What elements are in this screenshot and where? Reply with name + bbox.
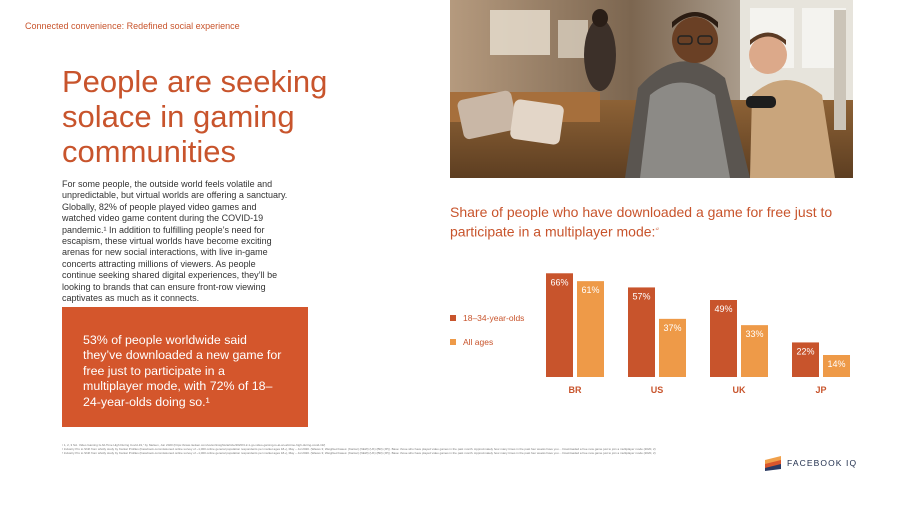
legend-label: All ages [463,337,494,347]
bar-chart [440,255,860,405]
bar-value-label: 22% [796,346,815,357]
bar-value-label: 49% [714,304,733,314]
facebook-iq-logo [765,455,857,471]
gamers-photo [450,0,853,178]
footnote: ³ Industry Pro to Shift from wholly study by Kantar Profiles (Facebook-commissioned online survey of ~1,000 online general population respondents per market ages 18+), May – Jul 2020. (Waves 3; Weighted bases: (Kantar) (NEW) (UK) (BR) (JP)). Base: those who have played video games in the past month. Approximately how many times in the past four weeks have you… Downloaded a free new game just to join a multiplayer mode (2020, 2) [62,451,656,455]
category-label: US [650,385,664,395]
bar-value-label: 37% [663,322,682,333]
logo-text: FACEBOOK IQ [787,458,858,468]
bar-value-label: 66% [550,277,569,288]
stat-callout [62,307,308,427]
category-label: UK [732,385,746,395]
bar-value-label: 61% [581,285,600,296]
chart-title [450,203,860,241]
footnotes [62,443,702,455]
chart-title-footnote-ref: ¹² [655,227,659,233]
chart-title-text: Share of people who have downloaded a game for free just to participate in a multiplayer mode: [450,204,833,240]
footnote: ² Industry Pro to Shift from wholly study by Kantar Profiles (Facebook-commissioned online survey of ~1,000 online general population respondents per market ages 18+), May – Jul 2020. (Waves 3; Weighted bases: (Kantar) (NEW) (UK) (BR) (JP)). Base: those who have played video games in the past month. Approximately how many times in the past four weeks have you… Downloaded a free new game just to join a multiplayer mode (2020, 2) [62,447,656,451]
chart-legend [450,313,524,347]
body-paragraph: For some people, the outside world feels volatile and unpredictable, but virtual worlds are offering a sanctuary. Globally, 82% of people played video games and watched video game content during the COVID-19 pandemic.¹ In addition to fulfilling people’s need for escapism, these virtual worlds have become exciting arenas for new social interactions, with live in-game concerts attracting millions of viewers. As people continue seeking shared digital experiences, they’ll be looking to brands that can ensure front-row viewing captivates as much as it connects. [62,179,288,304]
gamers-photo-illustration [450,0,853,178]
bar-br-all [577,281,604,377]
page-headline: People are seeking solace in gaming communities [62,64,328,169]
facebook-iq-mark-icon [765,455,781,471]
legend-swatch [450,315,456,321]
legend-label: 18–34-year-olds [463,313,525,323]
bar-value-label: 57% [632,291,651,302]
callout-text: 53% of people worldwide said they’ve downloaded a new game for free just to participate in a multiplayer mode, with 72% of 18–24-year-olds doing so.¹ [83,333,282,409]
chart-category-labels [569,385,827,395]
legend-swatch [450,339,456,345]
chart-bars [546,273,850,377]
bar-value-label: 14% [827,359,846,369]
category-label: BR [568,385,582,395]
bar-value-label: 33% [745,329,764,340]
section-eyebrow: Connected convenience: Redefined social experience [25,21,240,31]
bar-br-young [546,273,573,377]
category-label: JP [815,385,827,395]
footnote: ¹ 1, 2, 3 Sci. Video Gaming Is All-Time High During Covid-19,” by Nielsen, Jun 2020 (https://www.nielsen.com/us/en/insights/article/2020/3-2-1-go-video-gaming-is-at-an-all-time-high-during-covid-19/) [62,443,326,447]
